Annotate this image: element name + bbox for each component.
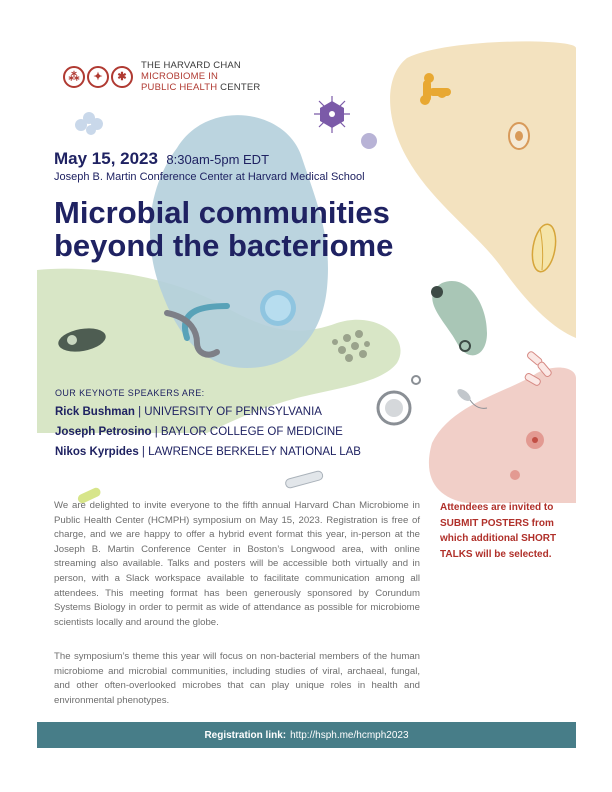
logo-line-3-b: CENTER	[217, 82, 261, 93]
logo-line-2: MICROBIOME IN	[141, 71, 219, 82]
event-venue: Joseph B. Martin Conference Center at Harvard Medical School	[54, 171, 365, 183]
event-date: May 15, 2023	[54, 149, 158, 168]
speaker-name: Nikos Kyrpides	[55, 446, 139, 458]
speaker-name: Joseph Petrosino	[55, 426, 152, 438]
title-line-1: Microbial communities	[54, 195, 390, 230]
logo-circle-3-icon: ✱	[111, 66, 133, 88]
registration-link[interactable]: http://hsph.me/hcmph2023	[290, 729, 409, 741]
speaker-item	[55, 446, 361, 458]
title-line-2: beyond the bacteriome	[54, 228, 394, 263]
flyer	[37, 38, 576, 748]
speaker-separator: |	[151, 426, 161, 438]
event-time: 8:30am-5pm EDT	[166, 152, 270, 167]
speaker-separator: |	[138, 446, 149, 458]
intro-paragraph: We are delighted to invite everyone to the fifth annual Harvard Chan Microbiome in Public Health Center (HCMPH) symposium on May 15, 2023. Registration is free of charge, and we are happy to offer a hybrid event format this year, in-person at the Joseph B. Martin Conference Center in Boston’s Longwood area, with online streaming also available. Talks and posters will be accessible both virtually and in person, with a Slack workspace available to facilitate communication among all attendees. This meeting format has been generously sponsored by Corundum Systems Biology in order to permit as wide of attendance as possible for microbiome scientists locally and around the globe.	[54, 500, 420, 628]
event-title	[54, 196, 474, 262]
event-datetime	[54, 149, 269, 169]
logo-circle-2-icon: ✦	[87, 66, 109, 88]
speaker-name: Rick Bushman	[55, 406, 135, 418]
logo-wordmark	[141, 60, 260, 93]
speaker-separator: |	[134, 406, 145, 418]
hcmph-logo	[63, 60, 260, 93]
logo-line-3	[141, 82, 260, 93]
logo-circle-1-icon: ⁂	[63, 66, 85, 88]
logo-line-1: THE HARVARD CHAN	[141, 60, 241, 71]
logo-emblem	[63, 66, 133, 88]
speaker-item	[55, 426, 343, 438]
speaker-affiliation: UNIVERSITY OF PENNSYLVANIA	[144, 406, 322, 418]
poster-callout: Attendees are invited to SUBMIT POSTERS from which additional SHORT TALKS will be selected.	[440, 502, 557, 560]
keynote-heading: OUR KEYNOTE SPEAKERS ARE:	[55, 388, 205, 398]
registration-bar	[37, 722, 576, 748]
speaker-item	[55, 406, 322, 418]
speaker-affiliation: LAWRENCE BERKELEY NATIONAL LAB	[148, 446, 361, 458]
registration-label: Registration link:	[204, 729, 287, 741]
speaker-affiliation: BAYLOR COLLEGE OF MEDICINE	[160, 426, 343, 438]
logo-line-3-a: PUBLIC HEALTH	[141, 82, 218, 93]
theme-paragraph: The symposium’s theme this year will focus on non-bacterial members of the human microbiome and microbial communities, including studies of viral, archaeal, fungal, and other often-overlooked microbes that can play unique roles in health and environmental phenotypes.	[54, 651, 420, 706]
